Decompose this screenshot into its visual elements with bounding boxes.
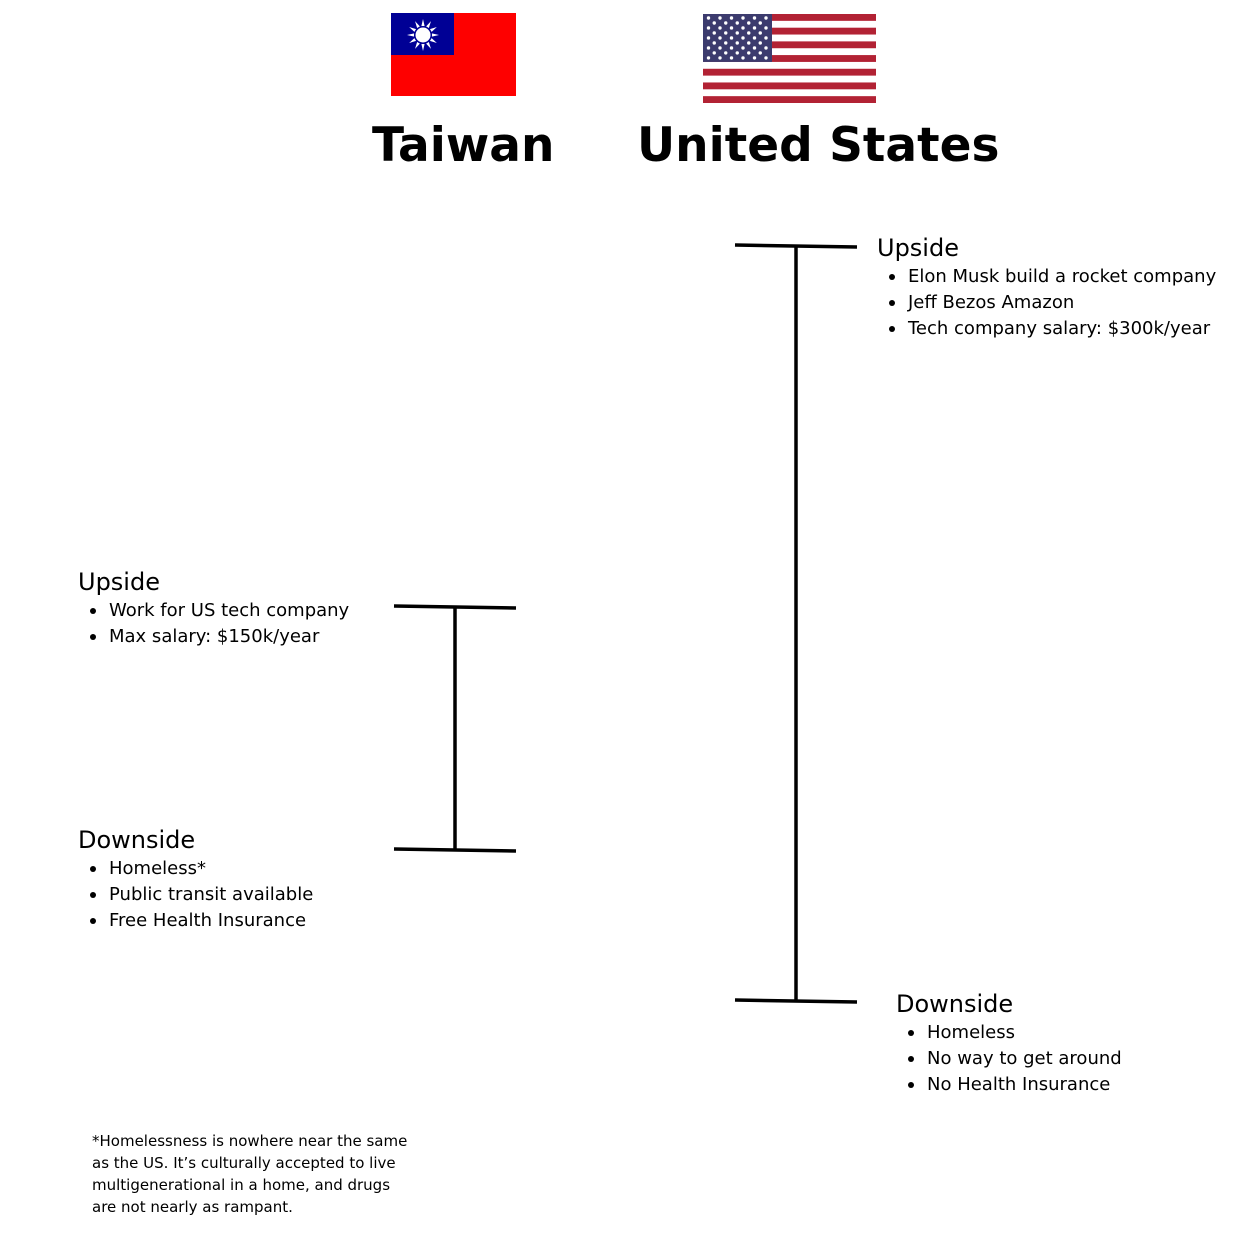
taiwan-range-bar <box>394 606 516 851</box>
list-item: Homeless <box>896 1020 1122 1046</box>
us-flag-star <box>753 36 756 39</box>
taiwan-flag-field <box>391 13 516 96</box>
us-flag-stripe <box>703 28 876 35</box>
range-bar-top-cap <box>394 606 516 608</box>
us-flag-stripe <box>703 82 876 89</box>
us-flag-star <box>718 26 721 29</box>
taiwan-flag-icon <box>391 13 516 96</box>
list-item: Jeff Bezos Amazon <box>877 290 1216 316</box>
us-flag-star <box>730 46 733 49</box>
us-flag-star <box>747 21 750 24</box>
sun-ray <box>426 42 431 49</box>
sun-ray <box>421 44 424 51</box>
us-flag-star <box>764 56 767 59</box>
us-flag-star <box>759 21 762 24</box>
united-states-title: United States <box>637 118 1000 173</box>
us-flag-stripe <box>703 55 876 62</box>
us-flag-star <box>730 16 733 19</box>
us-flag-star <box>736 51 739 54</box>
us-flag-star <box>747 31 750 34</box>
us-flag-star <box>707 46 710 49</box>
us-flag-star <box>724 31 727 34</box>
us-flag-star <box>718 36 721 39</box>
taiwan-upside-block <box>78 570 349 650</box>
us-flag-star <box>730 56 733 59</box>
us-flag-star <box>753 46 756 49</box>
us-flag-star <box>753 56 756 59</box>
us-flag-star <box>741 36 744 39</box>
us-flag-star <box>736 21 739 24</box>
sun-ray <box>409 38 416 43</box>
us-flag-star <box>718 46 721 49</box>
us-flag-star <box>713 31 716 34</box>
us-flag-star <box>724 21 727 24</box>
list-item: Public transit available <box>78 882 313 908</box>
list-item: Free Health Insurance <box>78 908 313 934</box>
us-flag-star <box>747 51 750 54</box>
sun-disc <box>416 28 431 43</box>
us-flag-stripe <box>703 14 876 21</box>
us-flag-star <box>718 56 721 59</box>
sun-ray <box>432 33 439 36</box>
list-item: Homeless* <box>78 856 313 882</box>
us-flag-star <box>707 26 710 29</box>
us-flag-star <box>759 51 762 54</box>
list-item: Tech company salary: $300k/year <box>877 316 1216 342</box>
list-item: Elon Musk build a rocket company <box>877 264 1216 290</box>
us-downside-list <box>896 1020 1122 1098</box>
us-flag-star <box>707 36 710 39</box>
sun-ray <box>415 42 420 49</box>
us-upside-block <box>877 236 1216 342</box>
sun-ring <box>414 26 432 44</box>
sun-ray <box>421 19 424 26</box>
us-upside-heading: Upside <box>877 234 959 262</box>
taiwan-flag-canton <box>391 13 454 55</box>
us-flag-star <box>753 26 756 29</box>
us-flag-stripe <box>703 41 876 48</box>
us-flag-star <box>730 36 733 39</box>
sun-ray <box>430 38 437 43</box>
us-upside-list <box>877 264 1216 342</box>
sun-ray <box>430 27 437 32</box>
footnote: *Homelessness is nowhere near the same as the US. It’s culturally accepted to live multigenerational in a home, and drugs are not nearly as rampant. <box>92 1132 408 1216</box>
us-flag-star <box>713 51 716 54</box>
taiwan-upside-list <box>78 598 349 650</box>
sun-ray <box>407 33 414 36</box>
united-states-flag-icon <box>703 14 876 103</box>
us-range-bar <box>735 245 857 1002</box>
us-flag-star <box>764 26 767 29</box>
sun-ray <box>409 27 416 32</box>
us-flag-star <box>759 31 762 34</box>
range-bar-bottom-cap <box>735 1000 857 1002</box>
us-flag-star <box>747 41 750 44</box>
us-flag-star <box>764 16 767 19</box>
us-flag-stripe <box>703 96 876 103</box>
us-flag-star <box>718 16 721 19</box>
us-downside-heading: Downside <box>896 990 1014 1018</box>
us-flag-star <box>764 46 767 49</box>
us-flag-star <box>713 21 716 24</box>
taiwan-downside-heading: Downside <box>78 826 196 854</box>
us-flag-star <box>764 36 767 39</box>
us-flag-star <box>741 56 744 59</box>
us-flag-star <box>724 51 727 54</box>
us-flag-star <box>736 31 739 34</box>
us-flag-star <box>753 16 756 19</box>
us-flag-star <box>736 41 739 44</box>
us-flag-field <box>703 14 876 103</box>
us-flag-star <box>724 41 727 44</box>
us-flag-star <box>741 46 744 49</box>
list-item: Max salary: $150k/year <box>78 624 349 650</box>
taiwan-downside-block <box>78 828 313 934</box>
sun-ray <box>426 21 431 28</box>
us-flag-star <box>759 41 762 44</box>
us-flag-star <box>713 41 716 44</box>
list-item: No Health Insurance <box>896 1072 1122 1098</box>
taiwan-upside-heading: Upside <box>78 568 160 596</box>
list-item: No way to get around <box>896 1046 1122 1072</box>
sun-ray <box>415 21 420 28</box>
us-flag-stripe <box>703 69 876 76</box>
us-flag-star <box>707 16 710 19</box>
taiwan-title: Taiwan <box>372 118 555 173</box>
range-bar-top-cap <box>735 245 857 247</box>
us-flag-star <box>730 26 733 29</box>
taiwan-downside-list <box>78 856 313 934</box>
us-downside-block <box>896 992 1122 1098</box>
range-bar-bottom-cap <box>394 849 516 851</box>
list-item: Work for US tech company <box>78 598 349 624</box>
us-flag-star <box>741 16 744 19</box>
us-flag-star <box>707 56 710 59</box>
us-flag-star <box>741 26 744 29</box>
us-flag-canton <box>703 14 772 62</box>
